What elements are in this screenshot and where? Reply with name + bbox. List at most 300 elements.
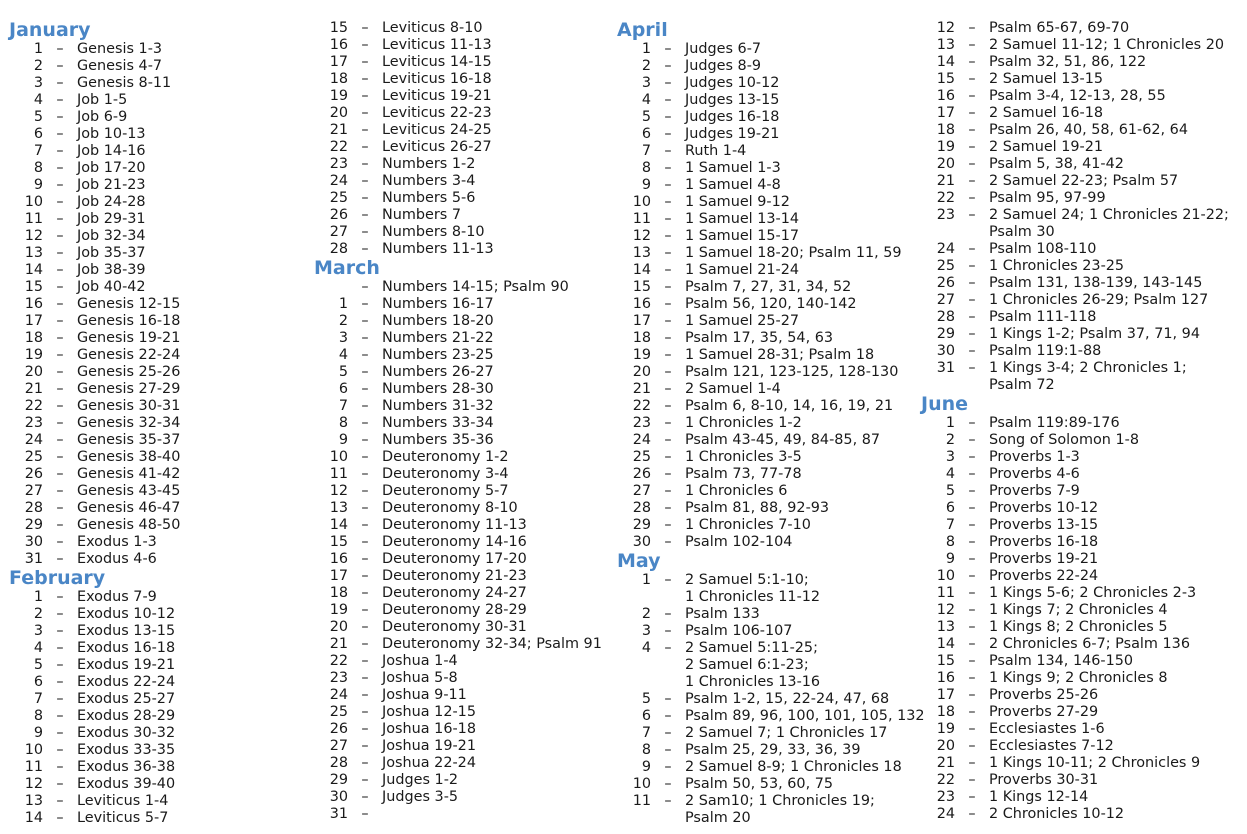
reference-line: 1 Samuel 1-3 — [685, 160, 781, 176]
reading-entry — [314, 653, 602, 670]
separator-dash: – — [664, 534, 672, 550]
reference-line: Numbers 33-34 — [382, 415, 494, 431]
reading-entry — [921, 241, 1229, 258]
day-number: 30 — [329, 789, 348, 805]
reference-line: Exodus 25-27 — [77, 691, 176, 707]
day-number: 27 — [632, 483, 651, 499]
day-number: 15 — [24, 279, 43, 295]
reference-line: Joshua 12-15 — [382, 704, 476, 720]
day-number — [314, 279, 348, 296]
reference-line: Numbers 8-10 — [382, 224, 485, 240]
day-number: 6 — [338, 381, 348, 397]
scripture-reference — [989, 139, 1103, 156]
scripture-reference — [989, 122, 1188, 139]
separator-dash: – — [361, 738, 369, 754]
reference-line: Job 10-13 — [77, 126, 146, 142]
reading-entry — [9, 432, 180, 449]
scripture-reference — [382, 364, 494, 381]
reading-entry — [314, 585, 602, 602]
scripture-reference — [989, 738, 1114, 755]
separator-dash: – — [664, 640, 672, 656]
day-number: 20 — [936, 156, 955, 172]
reference-line: Leviticus 19-21 — [382, 88, 492, 104]
reference-line: Numbers 18-20 — [382, 313, 494, 329]
scripture-reference — [685, 483, 787, 500]
separator-dash: – — [664, 75, 672, 91]
reading-entry — [617, 640, 925, 691]
day-number: 15 — [329, 20, 348, 36]
scripture-reference — [685, 126, 779, 143]
reading-entry — [314, 224, 602, 241]
scripture-reference — [685, 364, 898, 381]
day-number: 31 — [329, 806, 348, 822]
reading-entry — [314, 398, 602, 415]
separator-dash: – — [664, 415, 672, 431]
reading-entry — [921, 568, 1229, 585]
day-number: 14 — [24, 262, 43, 278]
separator-dash: – — [664, 109, 672, 125]
reference-line: 1 Kings 7; 2 Chronicles 4 — [989, 602, 1168, 618]
scripture-reference — [685, 517, 811, 534]
reference-line: Proverbs 25-26 — [989, 687, 1099, 703]
reference-line: Exodus 7-9 — [77, 589, 157, 605]
reference-line: Exodus 22-24 — [77, 674, 176, 690]
day-number: 22 — [632, 398, 651, 414]
day-number: 18 — [24, 330, 43, 346]
month-heading: June — [921, 393, 969, 415]
reference-line: Deuteronomy 28-29 — [382, 602, 527, 618]
reading-entry — [617, 296, 925, 313]
day-number: 8 — [945, 534, 955, 550]
scripture-reference — [77, 330, 180, 347]
day-number: 5 — [33, 109, 43, 125]
reading-entry — [9, 640, 180, 657]
reference-line: Job 35-37 — [77, 245, 146, 261]
scripture-reference — [989, 37, 1224, 54]
scripture-reference — [77, 279, 146, 296]
reference-line: 2 Samuel 24; 1 Chronicles 21-22; — [989, 207, 1229, 223]
day-number: 14 — [329, 517, 348, 533]
reference-line: Job 17-20 — [77, 160, 146, 176]
day-number: 19 — [24, 347, 43, 363]
reference-line: Joshua 22-24 — [382, 755, 476, 771]
separator-dash: – — [968, 326, 976, 342]
reading-entry — [617, 398, 925, 415]
scripture-reference — [77, 347, 180, 364]
day-number: 10 — [24, 194, 43, 210]
scripture-reference — [382, 755, 476, 772]
day-number: 23 — [632, 415, 651, 431]
day-number: 14 — [936, 636, 955, 652]
scripture-reference — [77, 623, 175, 640]
day-number: 23 — [936, 207, 955, 223]
scripture-reference — [685, 75, 779, 92]
scripture-reference — [382, 449, 509, 466]
scripture-reference — [685, 398, 893, 415]
scripture-reference — [685, 262, 799, 279]
day-number: 13 — [936, 619, 955, 635]
separator-dash: – — [664, 245, 672, 261]
reading-entry — [617, 793, 925, 827]
day-number: 24 — [329, 687, 348, 703]
day-number: 22 — [329, 139, 348, 155]
scripture-reference — [77, 262, 146, 279]
reading-entry — [921, 258, 1229, 275]
separator-dash: – — [361, 173, 369, 189]
day-number: 16 — [936, 88, 955, 104]
reference-line: Deuteronomy 21-23 — [382, 568, 527, 584]
reading-entry — [314, 313, 602, 330]
separator-dash: – — [361, 139, 369, 155]
reference-line: Psalm 119:89-176 — [989, 415, 1120, 431]
day-number: 11 — [632, 211, 651, 227]
scripture-reference — [77, 177, 146, 194]
reading-entry — [9, 313, 180, 330]
reference-line: Proverbs 4-6 — [989, 466, 1080, 482]
scripture-reference — [382, 173, 475, 190]
separator-dash: – — [968, 20, 976, 36]
separator-dash: – — [361, 636, 369, 652]
separator-dash: – — [56, 691, 64, 707]
scripture-reference — [989, 721, 1105, 738]
scripture-reference — [989, 54, 1146, 71]
reference-line: Leviticus 14-15 — [382, 54, 492, 70]
reading-entry — [617, 606, 925, 623]
reading-entry — [921, 309, 1229, 326]
reading-entry — [921, 449, 1229, 466]
reading-entry — [617, 126, 925, 143]
day-number: 9 — [338, 432, 348, 448]
reference-line: Psalm 25, 29, 33, 36, 39 — [685, 742, 861, 758]
separator-dash: – — [56, 517, 64, 533]
separator-dash: – — [56, 640, 64, 656]
reading-entry — [9, 742, 180, 759]
scripture-reference — [382, 534, 527, 551]
reading-entry — [921, 534, 1229, 551]
separator-dash: – — [56, 432, 64, 448]
reading-entry — [617, 517, 925, 534]
scripture-reference — [989, 568, 1098, 585]
scripture-reference — [685, 606, 760, 623]
separator-dash: – — [968, 687, 976, 703]
scripture-reference — [77, 551, 157, 568]
reading-entry — [921, 415, 1229, 432]
scripture-reference — [989, 190, 1106, 207]
day-number: 2 — [641, 58, 651, 74]
reference-line: Leviticus 16-18 — [382, 71, 492, 87]
scripture-reference — [989, 619, 1168, 636]
reference-line: Exodus 10-12 — [77, 606, 176, 622]
scripture-reference — [685, 160, 781, 177]
scripture-reference — [685, 449, 802, 466]
separator-dash: – — [56, 228, 64, 244]
reference-line: Genesis 19-21 — [77, 330, 181, 346]
reading-entry — [9, 708, 180, 725]
day-number: 17 — [936, 105, 955, 121]
day-number: 6 — [945, 500, 955, 516]
reference-line: 1 Chronicles 23-25 — [989, 258, 1125, 274]
separator-dash: – — [361, 432, 369, 448]
separator-dash: – — [664, 160, 672, 176]
reading-entry — [9, 364, 180, 381]
day-number: 11 — [329, 466, 348, 482]
reference-line: Joshua 1-4 — [382, 653, 458, 669]
separator-dash: – — [664, 262, 672, 278]
separator-dash: – — [56, 381, 64, 397]
day-number: 16 — [24, 296, 43, 312]
scripture-reference — [77, 245, 146, 262]
day-number: 3 — [641, 75, 651, 91]
day-number: 22 — [936, 190, 955, 206]
day-number: 26 — [24, 466, 43, 482]
scripture-reference — [685, 143, 746, 160]
reference-line: Proverbs 16-18 — [989, 534, 1099, 550]
day-number: 17 — [329, 54, 348, 70]
scripture-reference — [77, 776, 175, 793]
separator-dash: – — [56, 606, 64, 622]
reference-line: Deuteronomy 3-4 — [382, 466, 509, 482]
separator-dash: – — [664, 483, 672, 499]
separator-dash: – — [361, 190, 369, 206]
reading-entry — [314, 415, 602, 432]
reading-entry — [9, 449, 180, 466]
day-number: 24 — [329, 173, 348, 189]
reference-line: Psalm 102-104 — [685, 534, 793, 550]
scripture-reference — [77, 691, 175, 708]
reference-line: Job 29-31 — [77, 211, 146, 227]
scripture-reference — [382, 704, 476, 721]
scripture-reference — [77, 606, 175, 623]
day-number: 5 — [641, 109, 651, 125]
scripture-reference — [382, 37, 492, 54]
reading-entry — [9, 793, 180, 810]
reading-entry — [617, 228, 925, 245]
separator-dash: – — [664, 177, 672, 193]
separator-dash: – — [664, 313, 672, 329]
day-number: 9 — [33, 177, 43, 193]
day-number: 18 — [936, 122, 955, 138]
day-number: 24 — [936, 806, 955, 822]
reference-line: Joshua 9-11 — [382, 687, 467, 703]
day-number: 10 — [632, 776, 651, 792]
reference-line: 1 Samuel 15-17 — [685, 228, 800, 244]
scripture-reference — [77, 194, 146, 211]
reading-entry — [9, 589, 180, 606]
day-number: 11 — [632, 793, 651, 809]
reference-line: 2 Samuel 16-18 — [989, 105, 1104, 121]
day-number: 23 — [329, 670, 348, 686]
separator-dash: – — [56, 623, 64, 639]
separator-dash: – — [361, 500, 369, 516]
reading-entry — [617, 92, 925, 109]
day-number: 3 — [945, 449, 955, 465]
day-number: 9 — [641, 759, 651, 775]
reference-line: Judges 10-12 — [685, 75, 780, 91]
reference-line: Numbers 16-17 — [382, 296, 494, 312]
month-heading: March — [314, 257, 380, 279]
day-number: 24 — [632, 432, 651, 448]
scripture-reference — [685, 466, 802, 483]
scripture-reference — [685, 793, 875, 827]
separator-dash: – — [968, 139, 976, 155]
separator-dash: – — [361, 347, 369, 363]
scripture-reference — [382, 687, 467, 704]
reference-line: 2 Samuel 7; 1 Chronicles 17 — [685, 725, 888, 741]
separator-dash: – — [664, 211, 672, 227]
scripture-reference — [989, 71, 1103, 88]
reading-entry — [921, 602, 1229, 619]
reference-line: Deuteronomy 14-16 — [382, 534, 527, 550]
day-number: 9 — [641, 177, 651, 193]
separator-dash: – — [968, 806, 976, 822]
reference-line: Numbers 14-15; Psalm 90 — [382, 279, 569, 295]
reading-entry — [314, 105, 602, 122]
scripture-reference — [989, 156, 1124, 173]
day-number: 25 — [632, 449, 651, 465]
reading-column — [314, 20, 602, 823]
reading-entry — [617, 245, 925, 262]
separator-dash: – — [664, 194, 672, 210]
scripture-reference — [382, 88, 492, 105]
day-number: 7 — [641, 725, 651, 741]
day-number: 29 — [24, 517, 43, 533]
separator-dash: – — [664, 58, 672, 74]
reading-entry — [314, 806, 602, 823]
scripture-reference — [382, 156, 475, 173]
scripture-reference — [382, 105, 492, 122]
separator-dash: – — [361, 88, 369, 104]
separator-dash: – — [968, 415, 976, 431]
reading-entry — [921, 326, 1229, 343]
separator-dash: – — [361, 156, 369, 172]
scripture-reference — [77, 296, 180, 313]
reference-line: Genesis 48-50 — [77, 517, 181, 533]
reference-line: 1 Samuel 28-31; Psalm 18 — [685, 347, 875, 363]
separator-dash: – — [361, 551, 369, 567]
reading-entry — [921, 636, 1229, 653]
reading-entry — [617, 708, 925, 725]
day-number: 10 — [632, 194, 651, 210]
reference-line: Psalm 89, 96, 100, 101, 105, 132 — [685, 708, 925, 724]
reference-line: 1 Kings 10-11; 2 Chronicles 9 — [989, 755, 1201, 771]
scripture-reference — [77, 160, 146, 177]
scripture-reference — [382, 122, 492, 139]
scripture-reference — [77, 313, 180, 330]
scripture-reference — [382, 738, 476, 755]
reference-line: Numbers 35-36 — [382, 432, 494, 448]
scripture-reference — [77, 143, 146, 160]
separator-dash: – — [56, 313, 64, 329]
scripture-reference — [989, 343, 1101, 360]
day-number: 16 — [632, 296, 651, 312]
separator-dash: – — [968, 653, 976, 669]
separator-dash: – — [56, 194, 64, 210]
scripture-reference — [382, 551, 527, 568]
reading-entry — [617, 177, 925, 194]
reference-line: Leviticus 8-10 — [382, 20, 483, 36]
scripture-reference — [382, 568, 527, 585]
day-number: 28 — [329, 241, 348, 257]
scripture-reference — [989, 755, 1200, 772]
reference-line: Psalm 72 — [989, 377, 1055, 393]
day-number: 9 — [33, 725, 43, 741]
separator-dash: – — [56, 245, 64, 261]
day-number: 5 — [945, 483, 955, 499]
reference-line: Numbers 1-2 — [382, 156, 476, 172]
separator-dash: – — [968, 360, 976, 376]
scripture-reference — [382, 721, 476, 738]
reading-entry — [314, 721, 602, 738]
reference-line: Deuteronomy 24-27 — [382, 585, 527, 601]
reference-line: Psalm 30 — [989, 224, 1055, 240]
scripture-reference — [382, 54, 492, 71]
scripture-reference — [382, 139, 492, 156]
scripture-reference — [77, 449, 180, 466]
reference-line: Deuteronomy 30-31 — [382, 619, 527, 635]
separator-dash: – — [664, 759, 672, 775]
scripture-reference — [989, 670, 1168, 687]
reference-line: Psalm 121, 123-125, 128-130 — [685, 364, 899, 380]
day-number: 18 — [936, 704, 955, 720]
separator-dash: – — [664, 279, 672, 295]
reading-entry — [921, 37, 1229, 54]
reference-line: 1 Samuel 18-20; Psalm 11, 59 — [685, 245, 902, 261]
scripture-reference — [685, 708, 925, 725]
reference-line: Deuteronomy 5-7 — [382, 483, 509, 499]
day-number: 13 — [936, 37, 955, 53]
day-number: 8 — [338, 415, 348, 431]
separator-dash: – — [361, 585, 369, 601]
scripture-reference — [77, 517, 180, 534]
scripture-reference — [989, 275, 1202, 292]
reference-line: Genesis 8-11 — [77, 75, 172, 91]
day-number: 13 — [24, 245, 43, 261]
day-number: 25 — [24, 449, 43, 465]
day-number: 18 — [632, 330, 651, 346]
scripture-reference — [989, 88, 1166, 105]
reading-entry — [314, 738, 602, 755]
reference-line: Deuteronomy 8-10 — [382, 500, 518, 516]
scripture-reference — [77, 92, 127, 109]
separator-dash: – — [56, 41, 64, 57]
day-number: 10 — [24, 742, 43, 758]
reference-line: Genesis 16-18 — [77, 313, 181, 329]
reference-line: Psalm 56, 120, 140-142 — [685, 296, 857, 312]
separator-dash: – — [361, 789, 369, 805]
separator-dash: – — [361, 313, 369, 329]
reading-entry — [314, 670, 602, 687]
scripture-reference — [77, 432, 180, 449]
reading-entry — [617, 572, 925, 606]
separator-dash: – — [664, 126, 672, 142]
scripture-reference — [989, 258, 1124, 275]
reference-line: Proverbs 19-21 — [989, 551, 1099, 567]
scripture-reference — [77, 364, 180, 381]
scripture-reference — [989, 704, 1098, 721]
reading-entry — [617, 279, 925, 296]
reference-line: Psalm 1-2, 15, 22-24, 47, 68 — [685, 691, 890, 707]
reading-entry — [9, 398, 180, 415]
separator-dash: – — [664, 466, 672, 482]
reference-line: Leviticus 22-23 — [382, 105, 492, 121]
scripture-reference — [382, 398, 494, 415]
reference-line: Judges 16-18 — [685, 109, 780, 125]
separator-dash: – — [361, 20, 369, 36]
day-number: 21 — [632, 381, 651, 397]
day-number: 21 — [24, 381, 43, 397]
reading-entry — [921, 105, 1229, 122]
scripture-reference — [685, 177, 781, 194]
